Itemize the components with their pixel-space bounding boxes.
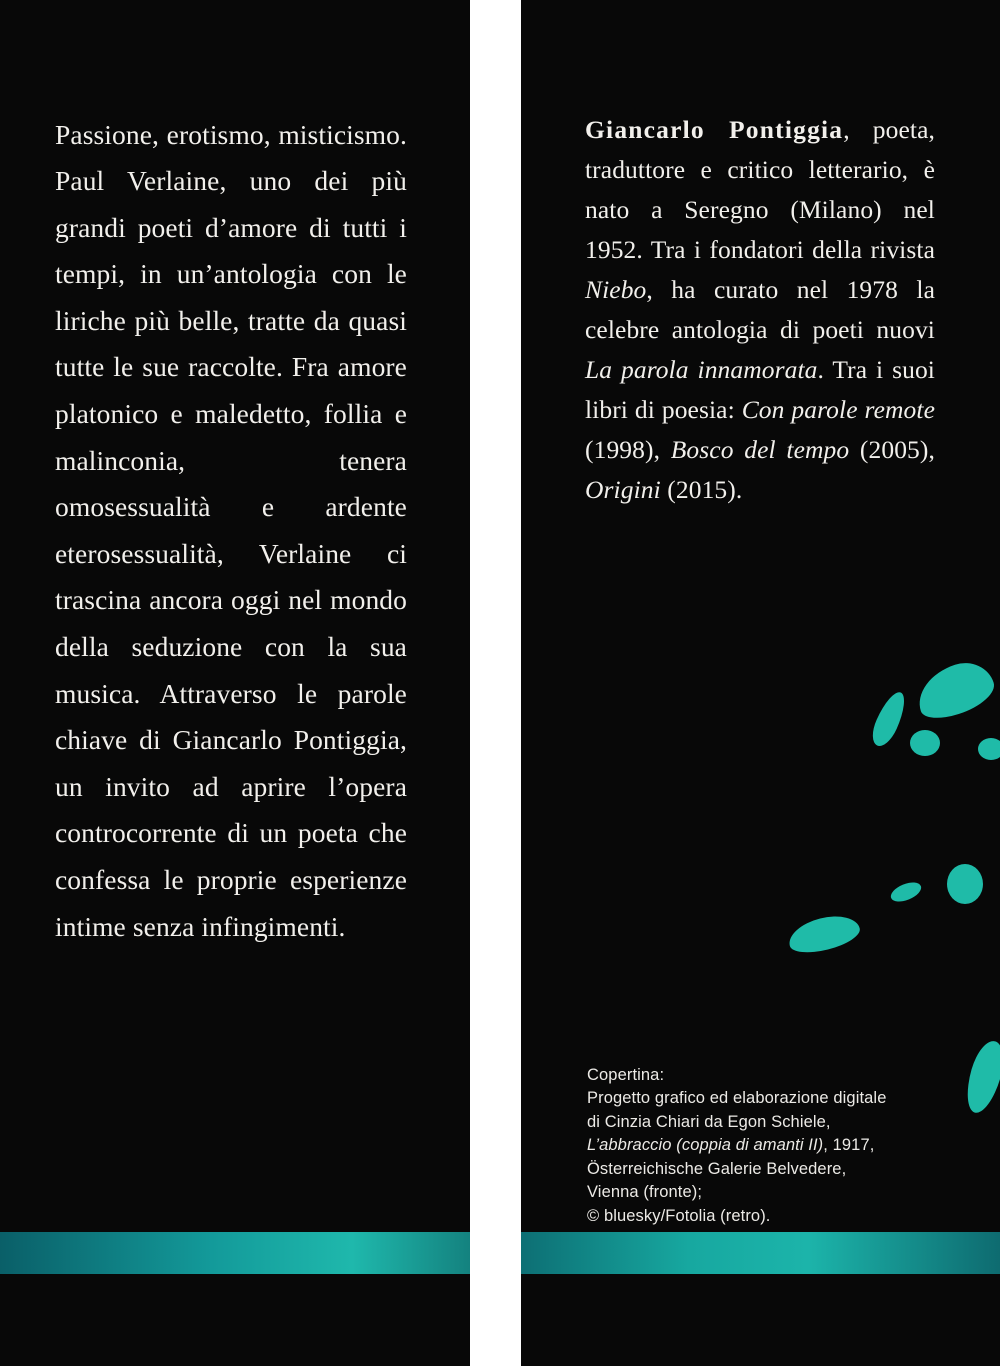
bio-text-part-2: , ha curato nel 1978 la celebre antologia di poeti nuovi <box>585 274 935 344</box>
cover-credits <box>587 1064 947 1229</box>
bio-text-part-3: . Tra i suoi libri di poesia: <box>585 354 935 424</box>
teal-splash-icon <box>867 688 911 750</box>
credits-line-5: Vienna (fronte); <box>587 1183 703 1201</box>
flap-panel <box>521 0 1000 1366</box>
teal-splash-icon <box>910 655 999 725</box>
bio-text-part-1: , poeta, traduttore e critico letterario, è nato a Seregno (Milano) nel 1952. Tra i fondatori della rivista <box>585 114 935 264</box>
credits-line-3: , 1917, <box>823 1136 875 1154</box>
teal-splash-icon <box>947 864 983 904</box>
author-biography <box>585 110 935 510</box>
credits-line-6: © bluesky/Fotolia (retro). <box>587 1206 771 1225</box>
credits-line-1: Progetto grafico ed elaborazione digitale <box>587 1089 887 1107</box>
anthology-title: La parola innamorata <box>585 354 818 384</box>
teal-splash-icon <box>910 730 940 756</box>
book-year-2: (2005), <box>849 434 935 464</box>
credits-line-4: Österreichische Galerie Belvedere, <box>587 1159 847 1178</box>
artwork-title: L’abbraccio (coppia di amanti II) <box>587 1136 824 1154</box>
teal-splash-icon <box>785 910 863 958</box>
teal-splash-icon <box>978 738 1000 760</box>
book-title-2: Bosco del tempo <box>670 434 850 464</box>
back-cover-panel <box>0 0 470 1366</box>
author-name: Giancarlo Pontiggia <box>585 114 844 144</box>
book-title-3: Origini <box>585 474 661 504</box>
teal-splash-icon <box>888 879 924 906</box>
book-year-1: (1998), <box>585 434 671 464</box>
credits-heading: Copertina: <box>587 1065 665 1084</box>
book-title-1: Con parole remote <box>741 394 936 424</box>
back-cover-blurb: Passione, erotismo, misticismo. Paul Verlaine, uno dei più grandi poeti d’amore di tutti i tempi, in un’antologia con le liriche più belle, tratte da quasi tutte le sue raccolte. Fra amore platonico e maledetto, follia e malinconia, tenera omosessualità e ardente eterosessualità, Verlaine ci trascina ancora oggi nel mondo della seduzione con la sua musica. Attraverso le parole chiave di Giancarlo Pontiggia, un invito ad aprire l’opera controcorrente di un poeta che confessa le proprie esperienze intime senza infingimenti. <box>55 118 407 942</box>
credits-line-2: di Cinzia Chiari da Egon Schiele, <box>587 1112 831 1131</box>
teal-splash-icon <box>960 1037 1000 1116</box>
credits-artwork-line <box>587 1134 947 1158</box>
teal-band-right <box>521 1232 1000 1274</box>
teal-band-left <box>0 1232 470 1274</box>
magazine-title: Niebo <box>585 274 647 304</box>
book-year-3: (2015). <box>660 474 743 504</box>
